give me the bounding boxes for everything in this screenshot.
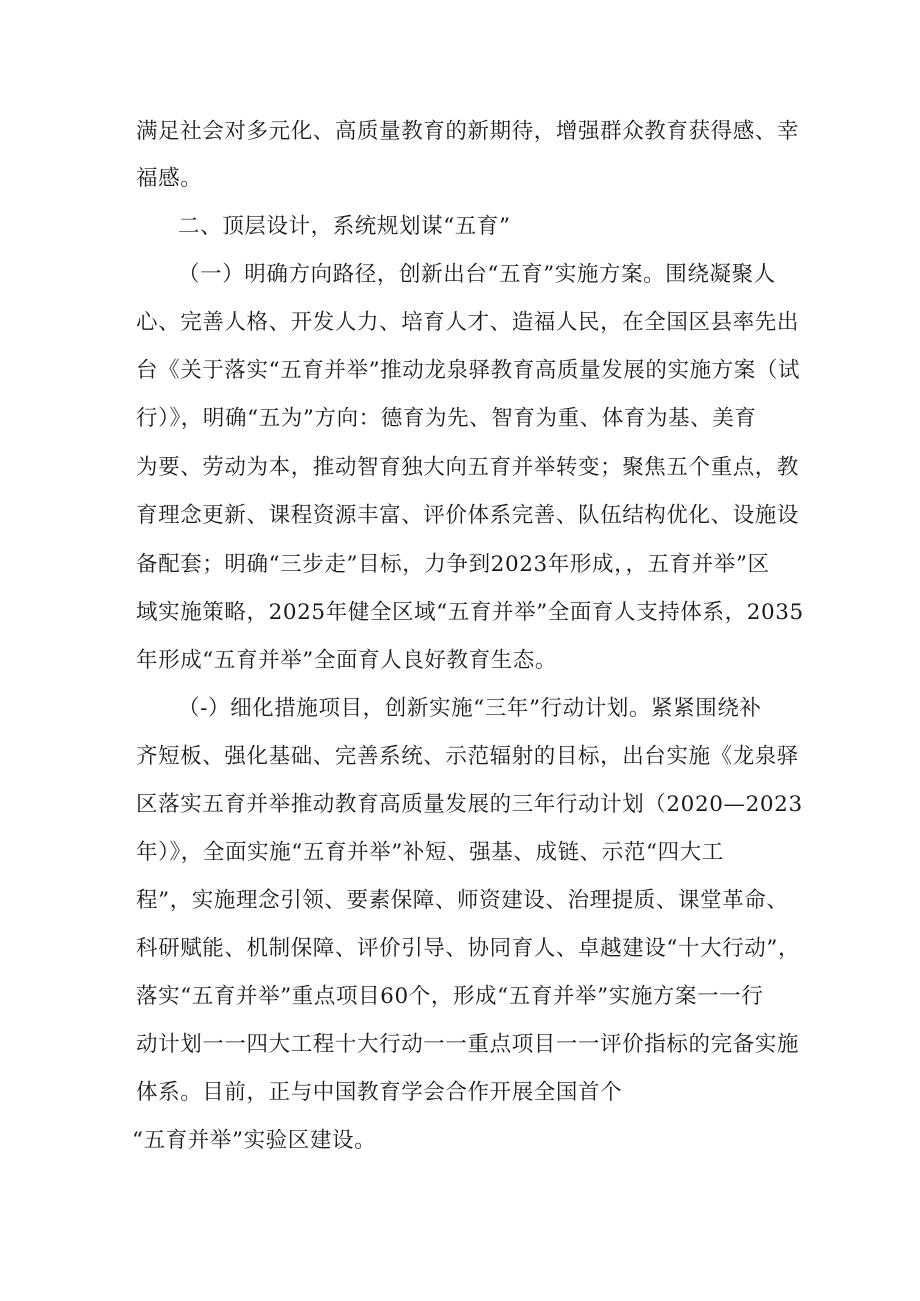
section-heading: 二、顶层设计，系统规划谋“五育”: [178, 214, 511, 239]
paragraph-line: 备配套；明确“三步走”目标，力争到2023年形成，，五育并举”区: [136, 552, 770, 577]
paragraph-line: 动计划一一四大工程十大行动一一重点项目一一评价指标的完备实施: [136, 1032, 800, 1057]
paragraph-line: 为要、劳动为本，推动智育独大向五育并举转变；聚焦五个重点，教: [136, 455, 800, 480]
paragraph-line: 程”，实施理念引领、要素保障、师资建设、治理提质、课堂革命、: [136, 888, 789, 913]
paragraph-line: 区落实五育并举推动教育高质量发展的三年行动计划（2020—2023: [136, 792, 803, 817]
paragraph-line: 落实“五育并举”重点项目60个，形成“五育并举”实施方案一一行: [136, 984, 764, 1009]
paragraph-line: 年）》，全面实施“五育并举”补短、强基、成链、示范“四大工: [136, 840, 724, 865]
paragraph-line: “五育并举”实验区建设。: [132, 1128, 377, 1153]
paragraph-line: 年形成“五育并举”全面育人良好教育生态。: [136, 648, 557, 673]
paragraph-line: 育理念更新、课程资源丰富、评价体系完善、队伍结构优化、设施设: [136, 503, 800, 528]
paragraph-line: 齐短板、强化基础、完善系统、示范辐射的目标，出台实施《龙泉驿: [136, 744, 800, 769]
paragraph-line: （-）细化措施项目，创新实施“三年”行动计划。紧紧围绕补: [178, 696, 762, 721]
paragraph-line: 科研赋能、机制保障、评价引导、协同育人、卓越建设“十大行动”，: [136, 936, 801, 961]
paragraph-line: 体系。目前，正与中国教育学会合作开展全国首个: [136, 1080, 623, 1105]
paragraph-line: 心、完善人格、开发人力、培育人才、造福人民，在全国区县率先出: [136, 310, 800, 335]
paragraph-line: 行）》，明确“五为”方向：德育为先、智育为重、体育为基、美育: [136, 406, 757, 431]
paragraph-line: 域实施策略，2025年健全区域“五育并举”全面育人支持体系，2035: [136, 600, 804, 625]
paragraph-line: 福感。: [136, 166, 203, 191]
paragraph-line: 台《关于落实“五育并举”推动龙泉驿教育高质量发展的实施方案（试: [136, 358, 801, 383]
paragraph-line: 满足社会对多元化、高质量教育的新期待，增强群众教育获得感、幸: [136, 119, 800, 144]
paragraph-line: （一）明确方向路径，创新出台“五育”实施方案。围绕凝聚人: [178, 262, 776, 287]
